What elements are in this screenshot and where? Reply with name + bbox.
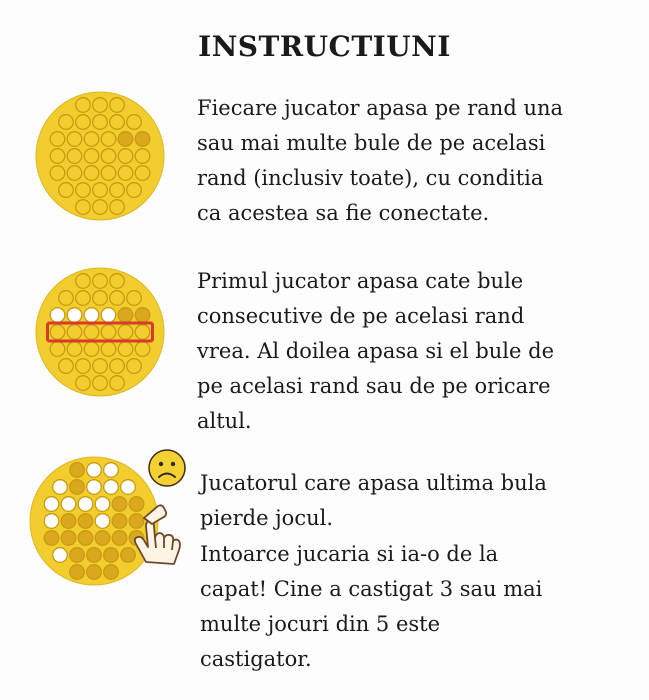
bubble (67, 308, 82, 323)
bubble (50, 132, 65, 147)
bubble (135, 342, 150, 357)
bubble (104, 548, 119, 563)
bubble (84, 149, 99, 164)
bubble (76, 291, 91, 306)
bubble (84, 342, 99, 357)
step-3-line: pierde jocul. (200, 506, 334, 530)
step-2-line: Primul jucator apasa cate bule (197, 269, 524, 293)
step-4-line: capat! Cine a castigat 3 sau mai (200, 577, 543, 601)
bubble (104, 463, 119, 478)
bubble (110, 376, 125, 391)
bubble (87, 548, 102, 563)
instruction-step-4 (200, 537, 620, 677)
step-2-line: consecutive de pe acelasi rand (197, 304, 525, 328)
bubble (93, 98, 108, 113)
bubble (67, 325, 82, 340)
instruction-step-1 (197, 91, 617, 231)
step-2-line: pe acelasi rand sau de pe oricare (197, 374, 551, 398)
bubble (61, 514, 76, 529)
bubble (53, 548, 68, 563)
bubble (118, 342, 133, 357)
bubble (50, 166, 65, 181)
bubble (59, 359, 74, 374)
step-4-line: castigator. (200, 647, 312, 671)
bubble (118, 132, 133, 147)
pointing-hand-icon (122, 500, 182, 570)
bubble (61, 497, 76, 512)
bubble (104, 480, 119, 495)
bubble (101, 342, 116, 357)
step-1-line: ca acestea sa fie conectate. (197, 201, 490, 225)
bubble (93, 359, 108, 374)
bubble (70, 463, 85, 478)
bubble (135, 149, 150, 164)
bubble (50, 342, 65, 357)
bubble (50, 308, 65, 323)
bubble (76, 359, 91, 374)
bubble (127, 183, 142, 198)
bubble (67, 132, 82, 147)
bubble (135, 325, 150, 340)
bubble (121, 480, 136, 495)
bubble (87, 565, 102, 580)
bubble (59, 115, 74, 130)
bubble (101, 132, 116, 147)
bubble (101, 325, 116, 340)
bubble (95, 514, 110, 529)
bubble (93, 200, 108, 215)
bubble (44, 497, 59, 512)
bubble (84, 132, 99, 147)
bubble (127, 359, 142, 374)
bubble (53, 480, 68, 495)
instruction-step-2 (197, 264, 617, 439)
bubble (59, 183, 74, 198)
bubble (135, 132, 150, 147)
bubble (118, 166, 133, 181)
bubble (93, 183, 108, 198)
bubble (87, 480, 102, 495)
bubble (44, 514, 59, 529)
bubble (76, 98, 91, 113)
step-4-line: multe jocuri din 5 este (200, 612, 441, 636)
bubble (59, 291, 74, 306)
bubble (76, 115, 91, 130)
bubble (110, 359, 125, 374)
bubble (135, 308, 150, 323)
step-1-line: rand (inclusiv toate), cu conditia (197, 166, 544, 190)
bubble (44, 531, 59, 546)
bubble (127, 291, 142, 306)
bubble (135, 166, 150, 181)
bubble (70, 548, 85, 563)
bubble (110, 291, 125, 306)
pop-it-toy-icon (36, 92, 164, 220)
bubble (50, 325, 65, 340)
bubble (76, 376, 91, 391)
bubble (101, 149, 116, 164)
bubble (67, 342, 82, 357)
bubble (95, 497, 110, 512)
bubble (78, 497, 93, 512)
bubble (110, 274, 125, 289)
page-title: INSTRUCTIUNI (198, 30, 451, 63)
step-2-line: altul. (197, 409, 252, 433)
sad-face-icon (147, 448, 187, 488)
bubble (76, 274, 91, 289)
bubble (110, 115, 125, 130)
bubble (67, 149, 82, 164)
bubble (110, 98, 125, 113)
bubble (95, 531, 110, 546)
bubble (84, 325, 99, 340)
bubble (78, 531, 93, 546)
bubble (70, 565, 85, 580)
bubble (93, 376, 108, 391)
step-1-line: sau mai multe bule de pe acelasi (197, 131, 546, 155)
bubble (87, 463, 102, 478)
step-3-line: Jucatorul care apasa ultima bula (200, 471, 547, 495)
bubble (101, 308, 116, 323)
bubble (50, 149, 65, 164)
bubble (76, 183, 91, 198)
bubble (118, 325, 133, 340)
bubble (78, 514, 93, 529)
bubble (101, 166, 116, 181)
bubble (127, 115, 142, 130)
step-4-line: Intoarce jucaria si ia-o de la (200, 542, 499, 566)
bubble (67, 166, 82, 181)
bubble (118, 149, 133, 164)
step-1-line: Fiecare jucator apasa pe rand una (197, 96, 564, 120)
bubble (118, 308, 133, 323)
instruction-step-3 (200, 466, 620, 536)
bubble (110, 200, 125, 215)
pop-it-toy-icon (36, 268, 164, 396)
bubble (93, 274, 108, 289)
bubble (84, 308, 99, 323)
bubble (104, 565, 119, 580)
bubble (70, 480, 85, 495)
bubble (61, 531, 76, 546)
bubble (84, 166, 99, 181)
bubble (110, 183, 125, 198)
bubble (93, 291, 108, 306)
step-2-line: vrea. Al doilea apasa si el bule de (197, 339, 554, 363)
bubble (93, 115, 108, 130)
bubble (76, 200, 91, 215)
